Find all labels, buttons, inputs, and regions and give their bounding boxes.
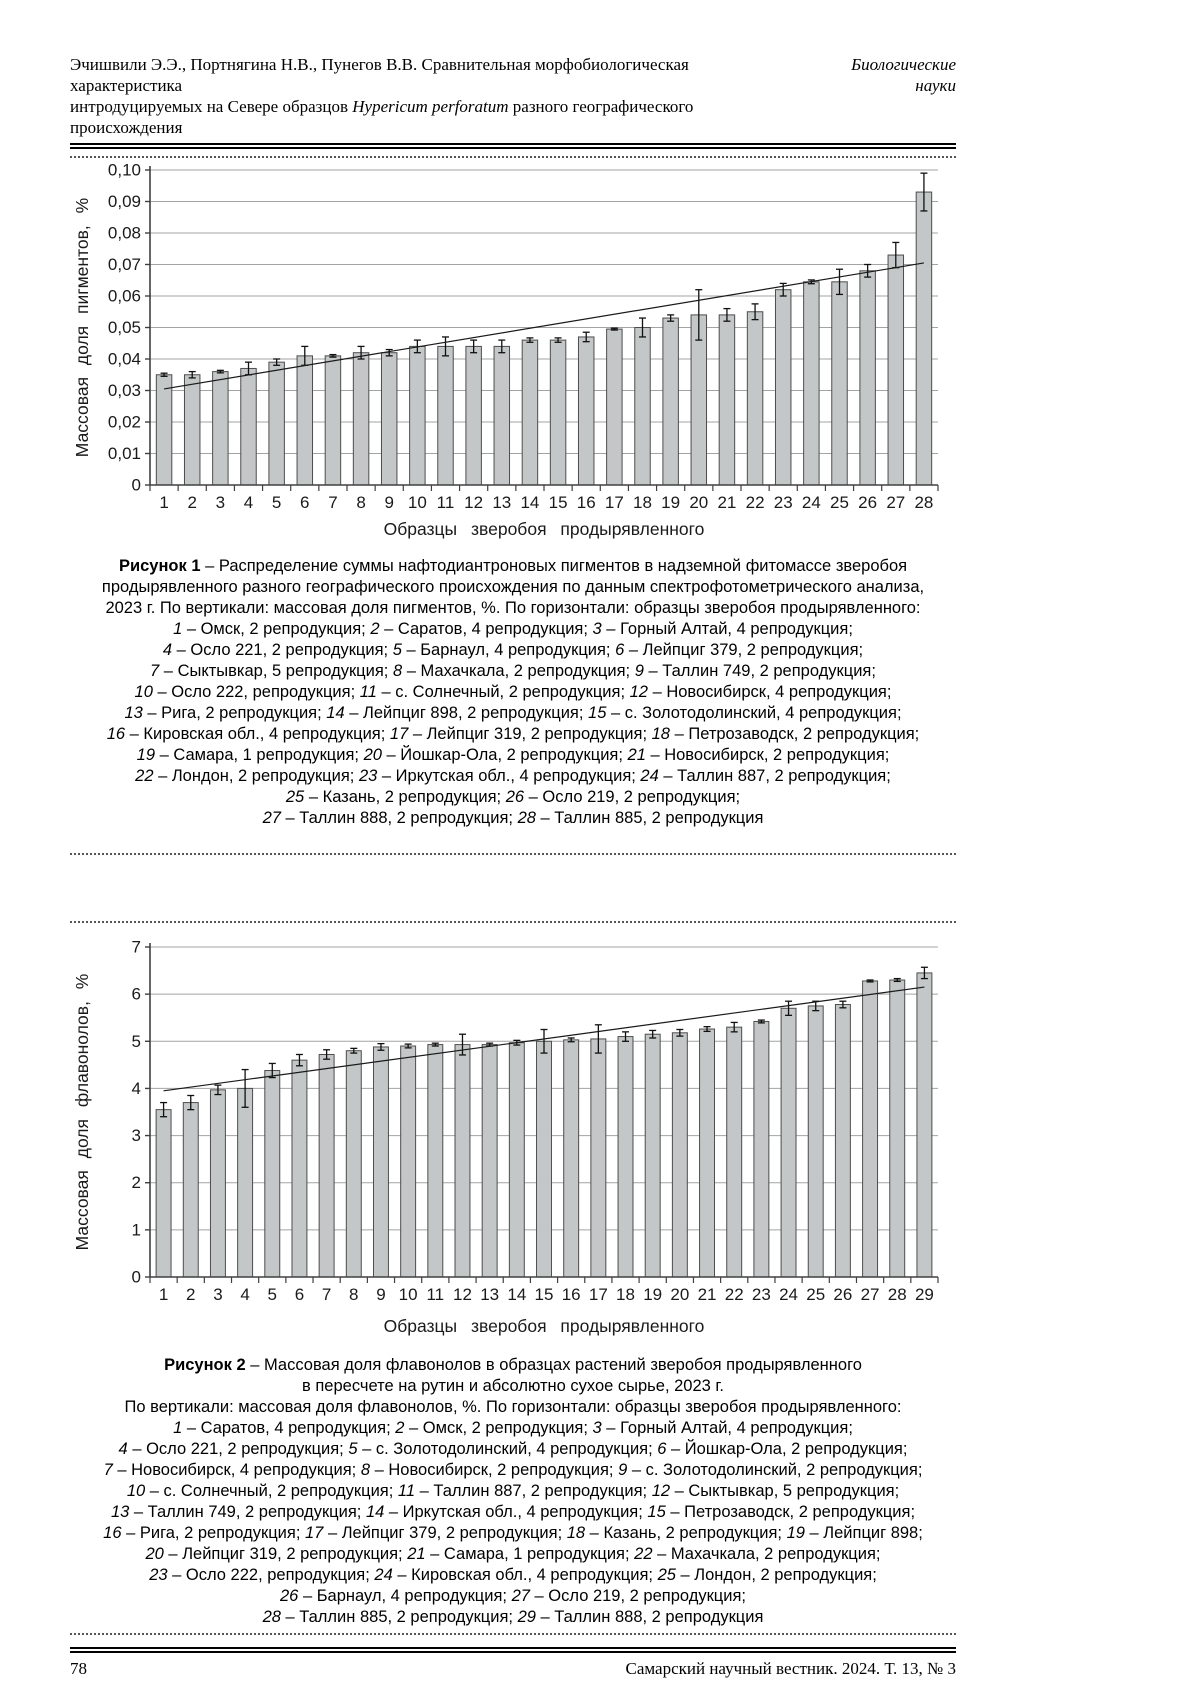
bar: [917, 973, 932, 1277]
bar: [832, 282, 847, 485]
y-tick-label: 2: [131, 1173, 141, 1193]
x-tick-label: 5: [267, 1285, 278, 1304]
x-tick-label: 26: [833, 1285, 853, 1304]
bar: [494, 346, 509, 485]
header-rule: [70, 143, 956, 149]
y-tick-label: 6: [131, 984, 141, 1004]
bar: [241, 368, 256, 485]
bar: [607, 329, 622, 485]
x-tick-label: 27: [860, 1285, 880, 1304]
figure2-chart: [70, 925, 956, 1345]
x-tick-label: 11: [426, 1285, 445, 1304]
page-header: [70, 54, 956, 138]
caption-line: 4 – Осло 221, 2 репродукция; 5 – с. Золотодолинский, 4 репродукция; 6 – Йошкар-Ола, 2 репродукция;: [118, 1440, 908, 1458]
y-tick-label: 0,01: [107, 444, 141, 463]
x-tick-label: 14: [520, 493, 540, 512]
y-tick-label: 4: [131, 1078, 141, 1098]
bar: [156, 1110, 171, 1277]
bar: [754, 1021, 769, 1277]
bar: [645, 1034, 660, 1277]
x-tick-label: 8: [356, 493, 366, 512]
journal-reference: Самарский научный вестник. 2024. Т. 13, № 3: [625, 1659, 956, 1678]
x-tick-label: 12: [453, 1285, 472, 1304]
bar: [804, 282, 819, 485]
x-tick-label: 13: [492, 493, 512, 512]
x-tick-label: 21: [717, 493, 737, 512]
bar: [672, 1033, 687, 1277]
caption-line: Рисунок 2 – Массовая доля флавонолов в образцах растений зверобоя продырявленного: [164, 1356, 862, 1374]
header-line2-post: разного географического происхождения: [70, 97, 694, 137]
caption-line: 27 – Таллин 888, 2 репродукция; 28 – Таллин 885, 2 репродукция: [262, 809, 764, 827]
bar: [775, 290, 790, 485]
caption-line: 13 – Таллин 749, 2 репродукция; 14 – Иркутская обл., 4 репродукция; 15 – Петрозаводск, 2 репродукция;: [110, 1503, 916, 1521]
x-tick-label: 6: [294, 1285, 305, 1304]
bar: [663, 318, 678, 485]
caption-line: 7 – Новосибирск, 4 репродукция; 8 – Новосибирск, 2 репродукция; 9 – с. Золотодолинский, 2 репродукция;: [103, 1461, 923, 1479]
x-tick-label: 23: [751, 1285, 771, 1304]
figure1-chart: [70, 160, 956, 542]
page-number: 78: [70, 1659, 87, 1678]
caption-line: 7 – Сыктывкар, 5 репродукция; 8 – Махачкала, 2 репродукция; 9 – Таллин 749, 2 репродукция;: [150, 662, 876, 680]
y-axis-title: Массовая доля флавонолов, %: [72, 973, 92, 1251]
y-tick-label: 0,06: [107, 286, 141, 306]
bar: [890, 980, 905, 1277]
x-tick-label: 5: [271, 493, 282, 512]
caption-line: 22 – Лондон, 2 репродукция; 23 – Иркутская обл., 4 репродукция; 24 – Таллин 887, 2 репродукция;: [135, 767, 891, 785]
header-line2-pre: интродуцируемых на Севере образцов: [70, 97, 353, 116]
bar: [537, 1041, 552, 1277]
bar: [916, 192, 931, 485]
footer-rule: [70, 1647, 956, 1653]
figure2-chart-wrap: [70, 925, 956, 1345]
x-tick-label: 9: [376, 1285, 386, 1304]
x-tick-label: 19: [661, 493, 681, 512]
bar: [808, 1006, 823, 1277]
bar: [297, 356, 312, 485]
header-line1: Эчишвили Э.Э., Портнягина Н.В., Пунегов В.В. Сравнительная морфобиологическая характеристика: [70, 55, 689, 95]
x-tick-label: 9: [384, 493, 394, 512]
caption-line: продырявленного разного географического происхождения по данным спектрофотометрического анализа,: [101, 578, 925, 596]
bar: [238, 1088, 253, 1277]
y-tick-label: 0: [131, 475, 141, 495]
x-tick-label: 15: [548, 493, 568, 512]
bar: [184, 375, 199, 485]
y-tick-label: 0,05: [107, 318, 141, 337]
caption-line: 19 – Самара, 1 репродукция; 20 – Йошкар-Ола, 2 репродукция; 21 – Новосибирск, 2 репродукция;: [136, 746, 890, 764]
x-tick-label: 16: [576, 493, 596, 512]
x-tick-label: 28: [887, 1285, 907, 1304]
y-tick-label: 5: [131, 1031, 141, 1051]
x-tick-label: 12: [464, 493, 484, 512]
page-footer: [70, 1659, 956, 1679]
bar: [213, 372, 228, 485]
x-tick-label: 18: [633, 493, 652, 512]
dotted-separator-top: [70, 156, 956, 158]
x-tick-label: 1: [158, 1285, 169, 1304]
y-tick-label: 3: [131, 1126, 141, 1146]
bar: [700, 1029, 715, 1277]
y-tick-label: 0,03: [107, 381, 141, 400]
y-tick-label: 0,10: [107, 160, 141, 180]
x-tick-label: 6: [300, 493, 310, 512]
x-axis-title: Образцы зверобоя продырявленного: [383, 519, 705, 539]
caption-line: 13 – Рига, 2 репродукция; 14 – Лейпциг 898, 2 репродукция; 15 – с. Золотодолинский, 4 репродукция;: [124, 704, 902, 722]
x-tick-label: 4: [243, 493, 254, 512]
x-tick-label: 27: [886, 493, 906, 512]
caption-line: в пересчете на рутин и абсолютно сухое сырье, 2023 г.: [302, 1377, 724, 1395]
x-tick-label: 23: [773, 493, 793, 512]
bar: [564, 1040, 579, 1277]
x-tick-label: 7: [321, 1285, 332, 1304]
caption-line: 20 – Лейпциг 319, 2 репродукция; 21 – Самара, 1 репродукция; 22 – Махачкала, 2 репродукция;: [145, 1545, 881, 1563]
x-tick-label: 26: [858, 493, 878, 512]
x-axis-title: Образцы зверобоя продырявленного: [383, 1316, 705, 1336]
bar: [522, 340, 537, 485]
y-tick-label: 0: [131, 1267, 141, 1287]
x-tick-label: 8: [349, 1285, 359, 1304]
x-tick-label: 22: [724, 1285, 744, 1304]
caption-line: 16 – Кировская обл., 4 репродукция; 17 – Лейпциг 319, 2 репродукция; 18 – Петрозаводск, 2 репродукция;: [106, 725, 920, 743]
bar: [888, 255, 903, 485]
bar: [591, 1039, 606, 1277]
bar: [156, 375, 171, 485]
bar: [509, 1043, 524, 1277]
x-tick-label: 17: [604, 493, 624, 512]
x-tick-label: 24: [801, 493, 821, 512]
dotted-separator-mid1: [70, 853, 956, 855]
bar: [781, 1008, 796, 1277]
bar: [410, 346, 425, 485]
y-tick-label: 0,02: [107, 412, 141, 432]
bar: [618, 1037, 633, 1277]
x-tick-label: 16: [561, 1285, 581, 1304]
bar: [269, 362, 284, 485]
header-species-name: Hypericum perforatum: [352, 97, 509, 116]
bar: [265, 1071, 280, 1277]
x-tick-label: 3: [215, 493, 226, 512]
bar: [860, 271, 875, 485]
bar: [438, 346, 453, 485]
section-line1: Биологические: [851, 55, 956, 74]
x-tick-label: 4: [240, 1285, 250, 1304]
bar: [863, 981, 878, 1277]
y-tick-label: 1: [131, 1220, 141, 1240]
dotted-separator-mid2: [70, 921, 956, 923]
x-tick-label: 24: [779, 1285, 799, 1304]
y-tick-label: 0,08: [107, 223, 141, 243]
x-tick-label: 20: [670, 1285, 690, 1304]
caption-line: По вертикали: массовая доля флавонолов, %. По горизонтали: образцы зверобоя продырявленного:: [124, 1398, 902, 1416]
x-tick-label: 25: [830, 493, 849, 512]
y-axis-title: Массовая доля пигментов, %: [72, 197, 92, 458]
bar: [292, 1060, 307, 1277]
x-tick-label: 28: [914, 493, 934, 512]
caption-line: 16 – Рига, 2 репродукция; 17 – Лейпциг 379, 2 репродукция; 18 – Казань, 2 репродукция; 19 – Лейпциг 898;: [103, 1524, 923, 1542]
caption-line: 10 – Осло 222, репродукция; 11 – с. Солнечный, 2 репродукция; 12 – Новосибирск, 4 репродукция;: [134, 683, 892, 701]
bar: [747, 312, 762, 485]
header-line2: [70, 96, 760, 138]
bar: [635, 328, 650, 486]
header-running-title: [70, 54, 760, 138]
bar: [183, 1103, 198, 1277]
bar: [578, 337, 593, 485]
x-tick-label: 10: [407, 493, 427, 512]
bar: [381, 353, 396, 485]
x-tick-label: 25: [806, 1285, 826, 1304]
section-line2: науки: [915, 76, 956, 95]
x-tick-label: 10: [398, 1285, 418, 1304]
x-tick-label: 22: [745, 493, 765, 512]
figure2-caption: [70, 1355, 956, 1628]
caption-line: 10 – с. Солнечный, 2 репродукция; 11 – Таллин 887, 2 репродукция; 12 – Сыктывкар, 5 репродукция;: [126, 1482, 900, 1500]
caption-line: Рисунок 1 – Распределение суммы нафтодиантроновых пигментов в надземной фитомассе зверобоя: [118, 557, 908, 575]
x-tick-label: 2: [186, 1285, 196, 1304]
x-tick-label: 21: [697, 1285, 717, 1304]
bar: [482, 1045, 497, 1277]
y-tick-label: 7: [131, 937, 141, 957]
x-tick-label: 3: [213, 1285, 223, 1304]
bar: [727, 1027, 742, 1277]
y-tick-label: 0,04: [107, 349, 141, 369]
bar: [466, 346, 481, 485]
x-tick-label: 20: [689, 493, 709, 512]
bar: [319, 1054, 334, 1277]
bar: [373, 1047, 388, 1277]
bar: [835, 1005, 850, 1277]
x-tick-label: 17: [588, 1285, 608, 1304]
bar: [346, 1051, 361, 1277]
bar: [550, 340, 565, 485]
caption-line: 2023 г. По вертикали: массовая доля пигментов, %. По горизонтали: образцы зверобоя продырявленного:: [105, 599, 921, 617]
bar: [401, 1046, 416, 1277]
bar: [353, 353, 368, 485]
x-tick-label: 29: [914, 1285, 934, 1304]
x-tick-label: 14: [507, 1285, 527, 1304]
bar: [428, 1045, 443, 1277]
y-tick-label: 0,09: [107, 192, 141, 211]
figure1-caption: [70, 556, 956, 829]
page-content: [70, 54, 956, 1679]
caption-line: 23 – Осло 222, репродукция; 24 – Кировская обл., 4 репродукция; 25 – Лондон, 2 репродукция;: [149, 1566, 877, 1584]
x-tick-label: 15: [534, 1285, 554, 1304]
caption-line: 28 – Таллин 885, 2 репродукция; 29 – Таллин 888, 2 репродукция: [262, 1608, 764, 1626]
x-tick-label: 13: [480, 1285, 500, 1304]
caption-line: 25 – Казань, 2 репродукция; 26 – Осло 219, 2 репродукция;: [285, 788, 741, 806]
bar: [210, 1090, 225, 1277]
bar: [455, 1045, 470, 1277]
caption-line: 4 – Осло 221, 2 репродукция; 5 – Барнаул, 4 репродукция; 6 – Лейпциг 379, 2 репродукция;: [162, 641, 864, 659]
x-tick-label: 2: [187, 493, 197, 512]
figure1-chart-wrap: [70, 160, 956, 542]
caption-line: 1 – Саратов, 4 репродукция; 2 – Омск, 2 репродукция; 3 – Горный Алтай, 4 репродукция;: [173, 1419, 853, 1437]
bar: [325, 356, 340, 485]
x-tick-label: 11: [436, 493, 455, 512]
bar: [719, 315, 734, 485]
x-tick-label: 1: [159, 493, 169, 512]
caption-line: 26 – Барнаул, 4 репродукция; 27 – Осло 219, 2 репродукция;: [280, 1587, 746, 1605]
x-tick-label: 7: [328, 493, 338, 512]
dotted-separator-bottom: [70, 1633, 956, 1635]
header-section-label: [766, 54, 956, 96]
y-tick-label: 0,07: [107, 255, 141, 274]
caption-line: 1 – Омск, 2 репродукция; 2 – Саратов, 4 репродукция; 3 – Горный Алтай, 4 репродукция;: [173, 620, 853, 638]
x-tick-label: 19: [643, 1285, 663, 1304]
x-tick-label: 18: [616, 1285, 635, 1304]
